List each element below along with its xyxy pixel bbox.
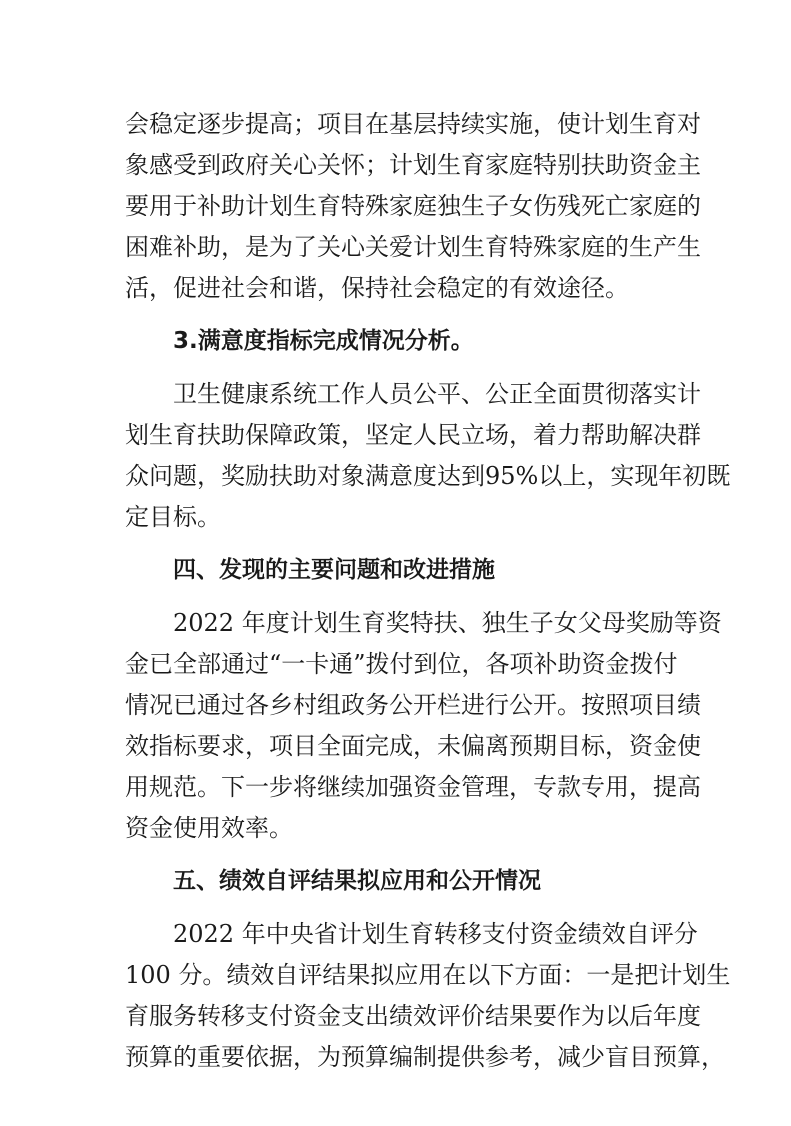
paragraph-results: [125, 914, 731, 1078]
text-line: 效指标要求，项目全面完成，未偏离预期目标，资金使: [125, 732, 701, 760]
text-line: 象感受到政府关心关怀；计划生育家庭特别扶助资金主: [125, 151, 701, 179]
text-line: 会稳定逐步提高；项目在基层持续实施，使计划生育对: [125, 110, 701, 138]
paragraph-continued: [125, 104, 701, 309]
text-line: 活，促进社会和谐，保持社会稳定的有效途径。: [125, 274, 629, 302]
text-line: 2022 年度计划生育奖特扶、独生子女父母奖励等资: [173, 609, 722, 637]
paragraph-issues: [125, 603, 722, 849]
document-body: [125, 104, 731, 1078]
text-line: 预算的重要依据，为预算编制提供参考，减少盲目预算，: [125, 1043, 725, 1071]
text-line: 困难补助，是为了关心关爱计划生育特殊家庭的生产生: [125, 233, 701, 261]
text-line: 卫生健康系统工作人员公平、公正全面贯彻落实计: [173, 380, 701, 408]
text-line: 资金使用效率。: [125, 814, 293, 842]
text-line: 划生育扶助保障政策，坚定人民立场，着力帮助解决群: [125, 421, 701, 449]
text-line: 2022 年中央省计划生育转移支付资金绩效自评分: [173, 920, 698, 948]
text-line: 育服务转移支付资金支出绩效评价结果要作为以后年度: [125, 1002, 701, 1030]
paragraph-satisfaction: [125, 374, 731, 538]
text-line: 金已全部通过“一卡通”拨付到位，各项补助资金拨付: [125, 650, 678, 678]
text-line: 要用于补助计划生育特殊家庭独生子女伤残死亡家庭的: [125, 192, 701, 220]
text-line: 情况已通过各乡村组政务公开栏进行公开。按照项目绩: [125, 691, 701, 719]
text-line: 100 分。绩效自评结果拟应用在以下方面：一是把计划生: [125, 961, 731, 989]
heading-satisfaction-analysis: 3.满意度指标完成情况分析。: [173, 328, 474, 354]
heading-results-application: 五、绩效自评结果拟应用和公开情况: [173, 868, 541, 894]
heading-issues-improvements: 四、发现的主要问题和改进措施: [173, 557, 495, 583]
text-line: 定目标。: [125, 503, 221, 531]
text-line: 众问题，奖励扶助对象满意度达到95%以上，实现年初既: [125, 462, 731, 490]
text-line: 用规范。下一步将继续加强资金管理，专款专用，提高: [125, 773, 701, 801]
